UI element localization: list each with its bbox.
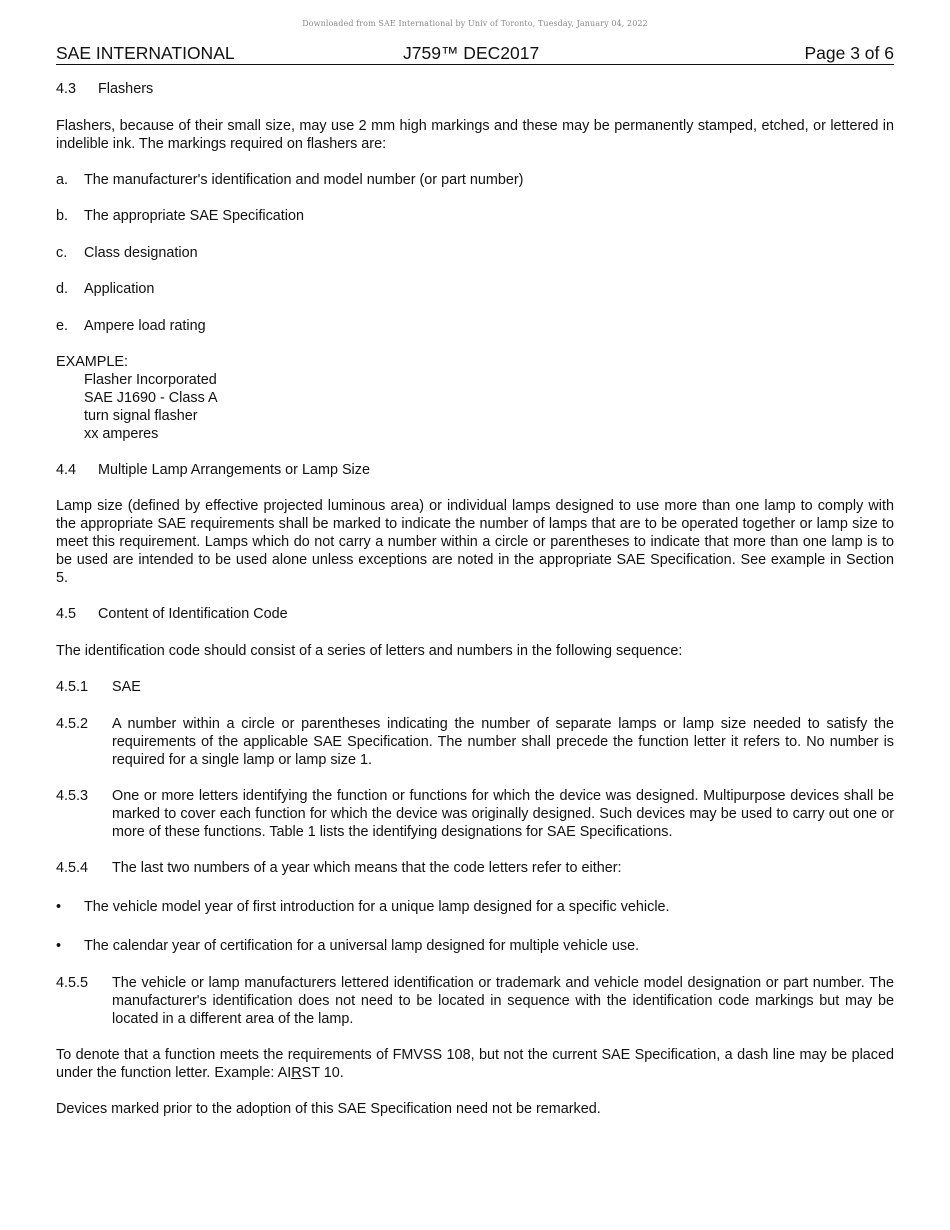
header-page-number: Page 3 of 6 (804, 43, 894, 63)
list-item-text: Ampere load rating (84, 318, 206, 334)
bullet-text: The vehicle model year of first introduction for a unique lamp designed for a specific vehicle. (84, 899, 670, 915)
header-doc-id: J759™ DEC2017 (403, 43, 540, 63)
underlined-function-letter: R (291, 1065, 302, 1081)
subsection-number: 4.5.2 (56, 716, 89, 732)
section-title: Flashers (98, 81, 154, 97)
bullet-marker: • (56, 938, 62, 954)
paragraph-fmvss (56, 1046, 894, 1082)
list-item-text: Application (84, 281, 155, 297)
example-lines (56, 371, 894, 443)
paragraph-identification-code: The identification code should consist of a series of letters and numbers in the following sequence: (56, 643, 683, 659)
list-item-text: Class designation (84, 245, 198, 261)
example-label: EXAMPLE: (56, 354, 128, 370)
section-number: 4.5 (56, 606, 77, 622)
list-marker: b. (56, 208, 69, 224)
subsection-number: 4.5.1 (56, 679, 89, 695)
example-line: xx amperes (84, 426, 159, 442)
fmvss-text: To denote that a function meets the requirements of FMVSS 108, but not the current SAE Specification, a dash line may be placed under the function letter. Example: AI (56, 1047, 894, 1081)
bullet-text: The calendar year of certification for a universal lamp designed for multiple vehicle use. (84, 938, 640, 954)
subsection-text: One or more letters identifying the function or functions for which the device was designed. Multipurpose devices shall be marked to cover each function for which the device was originally designed. Such devices may be used to carry out one or more of these functions. Table 1 lists the identifying designations for SAE Specifications. (112, 788, 894, 840)
paragraph-devices-marked: Devices marked prior to the adoption of this SAE Specification need not be remarked. (56, 1101, 601, 1117)
list-item-text: The appropriate SAE Specification (84, 208, 304, 224)
subsection-number: 4.5.3 (56, 788, 89, 804)
paragraph-lamp-size: Lamp size (defined by effective projected luminous area) or individual lamps designed to use more than one lamp to comply with the appropriate SAE requirements shall be marked to indicate the number of lamps that are to be operated together or lamp size to meet this requirement. Lamps which do not carry a number within a circle or parentheses to indicate that more than one lamp is to be used are intended to be used alone unless exceptions are noted in the appropriate SAE Specification. See example in Section 5. (56, 498, 894, 586)
bullet-marker: • (56, 899, 62, 915)
list-marker: a. (56, 172, 69, 188)
subsection-text: SAE (112, 679, 141, 695)
subsection-text: The last two numbers of a year which means that the code letters refer to either: (112, 860, 622, 876)
example-block (56, 353, 894, 443)
section-heading-4-5 (56, 605, 894, 623)
download-watermark: Downloaded from SAE International by Univ of Toronto, Tuesday, January 04, 2022 (302, 19, 648, 28)
section-number: 4.4 (56, 462, 77, 478)
subsection-number: 4.5.5 (56, 975, 89, 991)
subsection-number: 4.5.4 (56, 860, 89, 876)
fmvss-example-rest: ST 10. (301, 1065, 344, 1081)
subsection-text: The vehicle or lamp manufacturers lettered identification or trademark and vehicle model designation or part number. The manufacturer's identification does not need to be located in sequence with the identification code markings but may be located in a different area of the lamp. (112, 975, 894, 1027)
example-line: SAE J1690 - Class A (84, 390, 218, 406)
list-marker: d. (56, 281, 69, 297)
example-line: Flasher Incorporated (84, 372, 217, 388)
section-title: Content of Identification Code (98, 606, 288, 622)
section-heading-4-4 (56, 461, 894, 479)
list-marker: e. (56, 318, 69, 334)
section-heading-4-3 (56, 80, 894, 98)
list-marker: c. (56, 245, 68, 261)
subsection-text: A number within a circle or parentheses indicating the number of separate lamps or lamp size needed to satisfy the requirements of the applicable SAE Specification. The number shall precede the function letter it refers to. No number is required for a single lamp or lamp size 1. (112, 716, 894, 768)
list-item-text: The manufacturer's identification and model number (or part number) (84, 172, 524, 188)
page-header (56, 44, 894, 65)
section-number: 4.3 (56, 81, 77, 97)
section-title: Multiple Lamp Arrangements or Lamp Size (98, 462, 370, 478)
header-org: SAE INTERNATIONAL (56, 43, 235, 63)
paragraph-flashers: Flashers, because of their small size, may use 2 mm high markings and these may be permanently stamped, etched, or lettered in indelible ink. The markings required on flashers are: (56, 118, 894, 152)
example-line: turn signal flasher (84, 408, 198, 424)
